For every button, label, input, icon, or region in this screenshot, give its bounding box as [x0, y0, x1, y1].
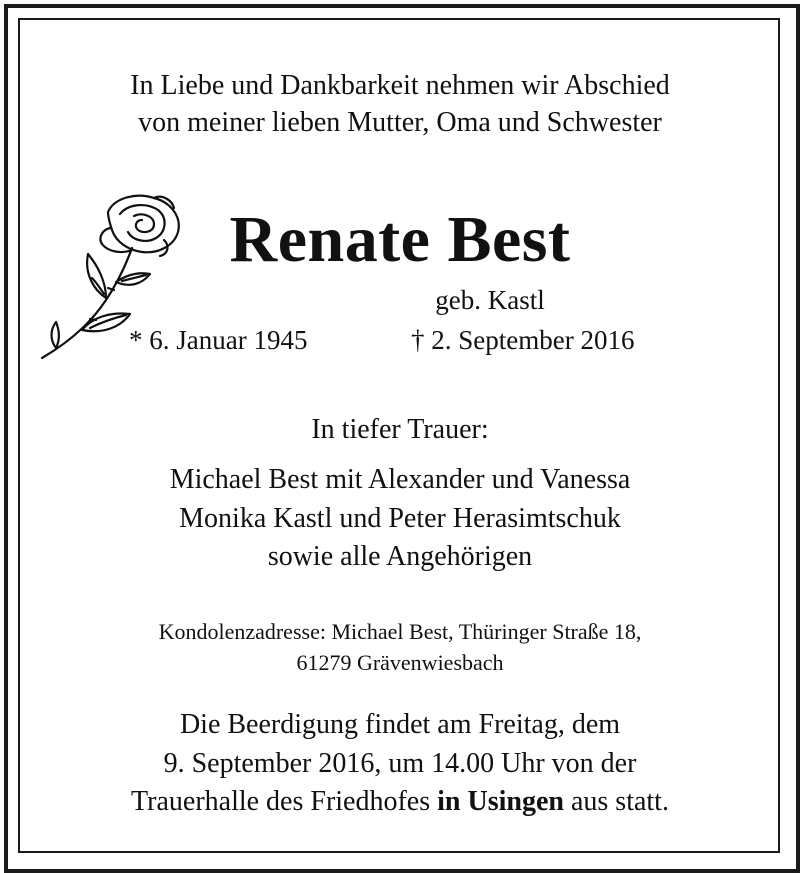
- intro-line-1: In Liebe und Dankbarkeit nehmen wir Abschied: [130, 70, 670, 101]
- birth-name: geb. Kastl: [435, 285, 545, 315]
- funeral-line-3: [0, 786, 800, 818]
- mourner-line-2: Monika Kastl und Peter Herasimtschuk: [179, 503, 621, 534]
- funeral-line-1: Die Beerdigung findet am Freitag, dem: [179, 709, 621, 740]
- mourning-heading: In tiefer Trauer:: [311, 414, 489, 445]
- deceased-name: Renate Best: [229, 203, 571, 276]
- condolence-line-1: Kondolenzadresse: Michael Best, Thüringer Straße 18,: [158, 619, 642, 644]
- intro-line-2: von meiner lieben Mutter, Oma und Schwester: [138, 107, 662, 138]
- mourner-line-3: sowie alle Angehörigen: [267, 541, 533, 572]
- funeral-location: in Usingen: [437, 786, 564, 817]
- mourner-line-1: Michael Best mit Alexander und Vanessa: [169, 464, 631, 495]
- funeral-line-3-pre: Trauerhalle des Friedhofes: [131, 786, 438, 817]
- funeral-line-3-post: aus statt.: [563, 786, 669, 817]
- birth-date: * 6. Januar 1945: [129, 325, 308, 355]
- condolence-line-2: 61279 Grävenwiesbach: [296, 650, 504, 675]
- funeral-line-2: 9. September 2016, um 14.00 Uhr von der: [163, 748, 637, 779]
- death-date: † 2. September 2016: [411, 325, 635, 355]
